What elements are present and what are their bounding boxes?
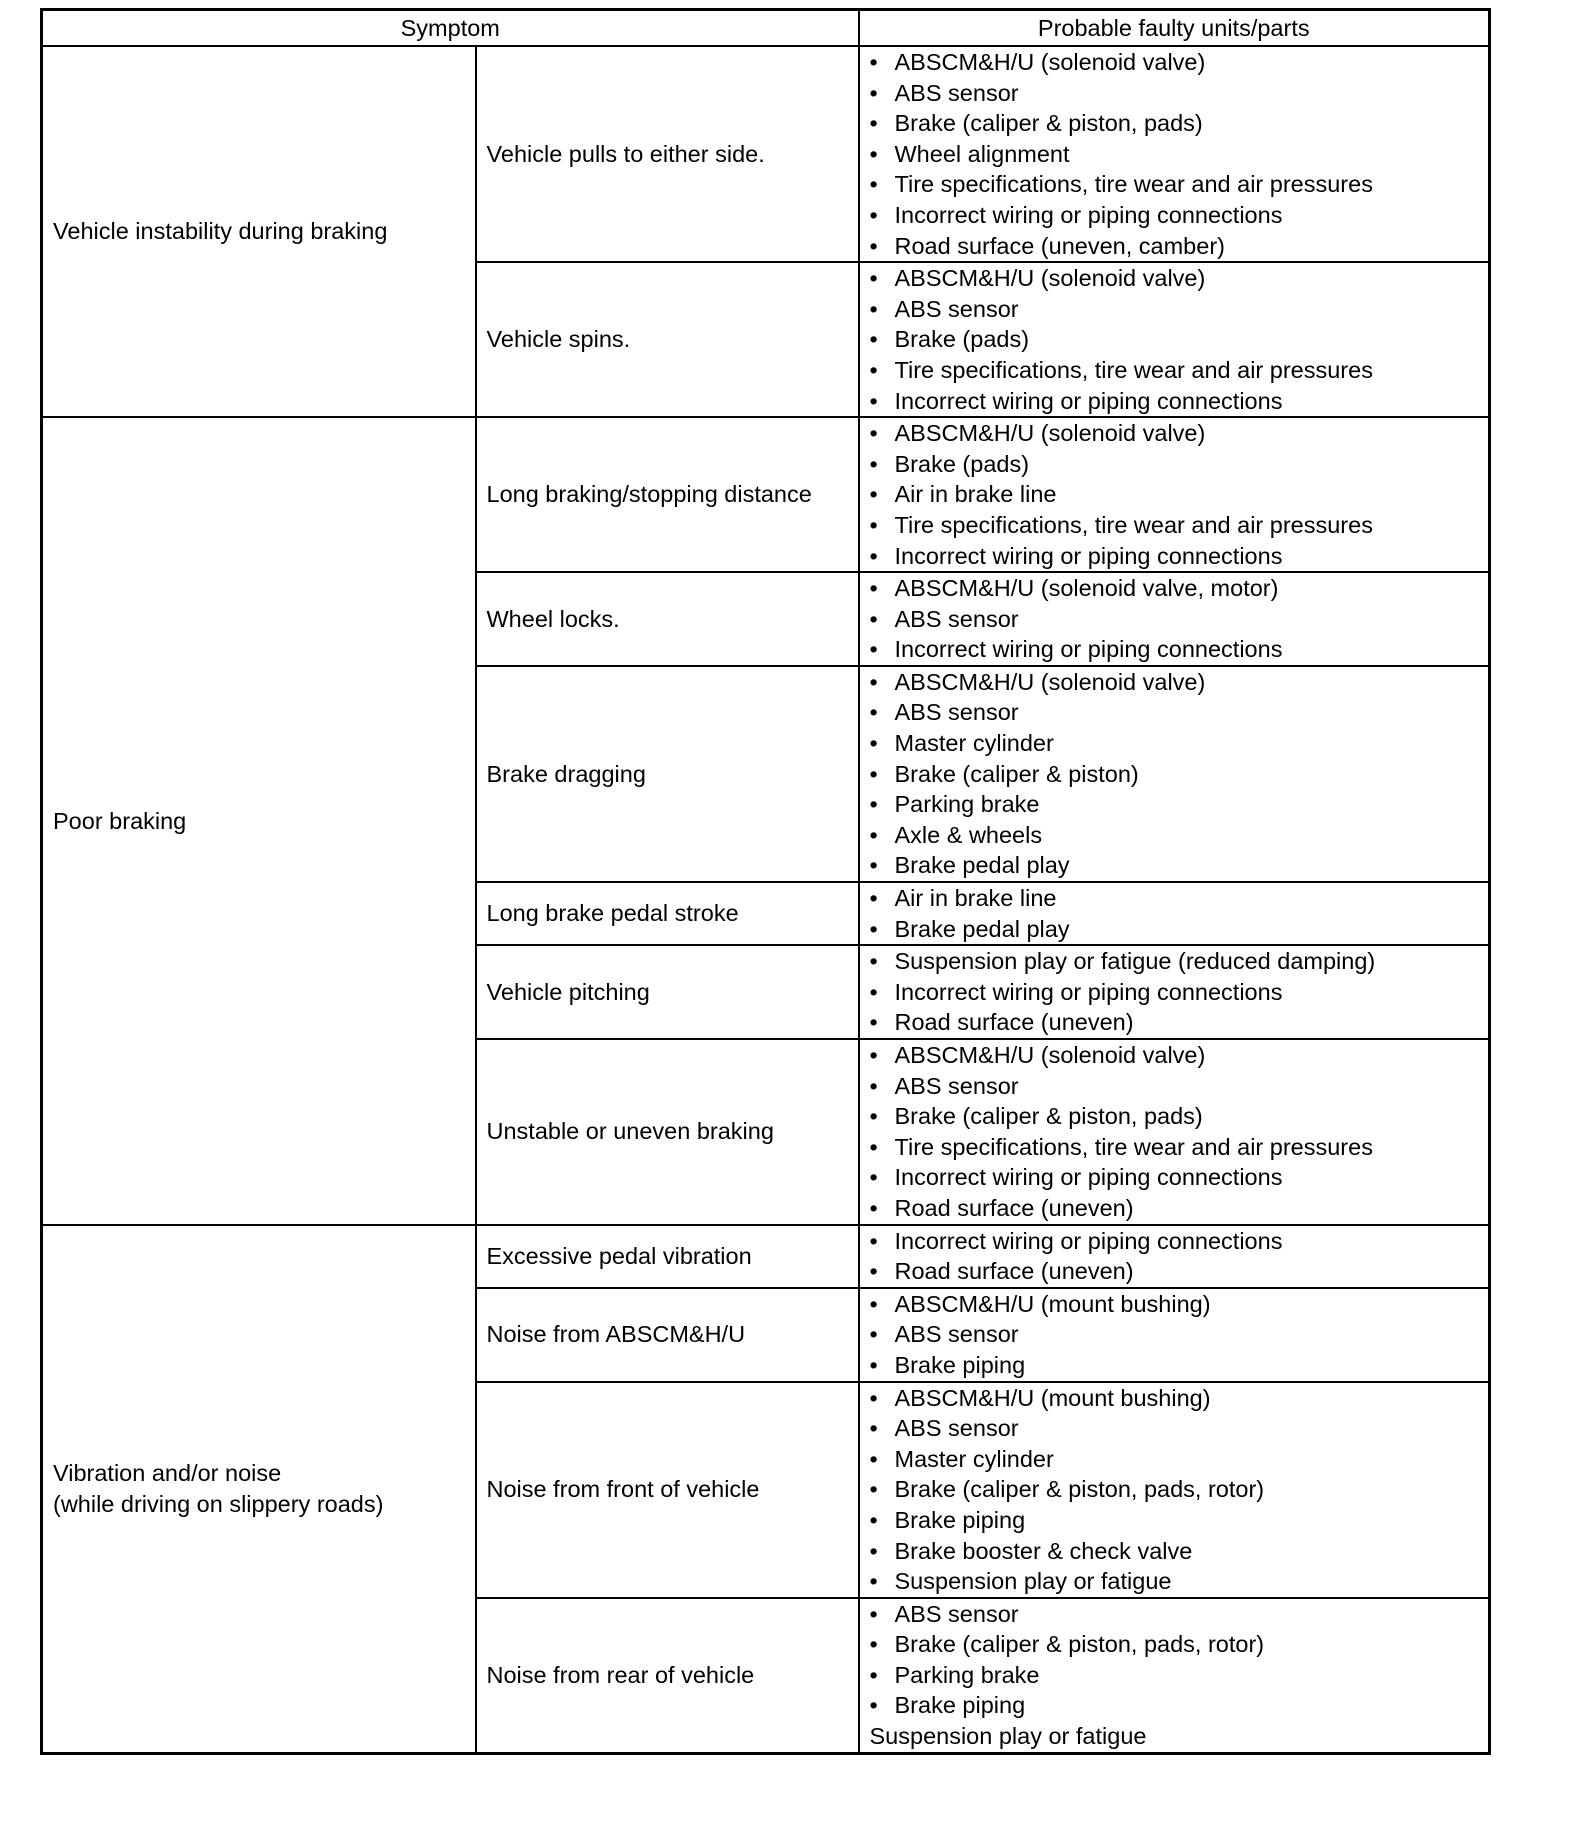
probable-parts-cell: [859, 417, 1490, 572]
parts-list-item: • Tire specifications, tire wear and air pressures: [870, 510, 1489, 541]
symptom-detail-cell: Vehicle pitching: [476, 945, 859, 1039]
parts-list-item: • ABS sensor: [870, 604, 1489, 635]
parts-list-item: • Tire specifications, tire wear and air pressures: [870, 1132, 1489, 1163]
symptom-category-label: Vehicle instability during braking: [53, 218, 388, 245]
parts-list-item: • ABS sensor: [870, 697, 1489, 728]
parts-header: Probable faulty units/parts: [859, 10, 1490, 47]
parts-list-item: • ABS sensor: [870, 1319, 1489, 1350]
parts-list-item: • Brake piping: [870, 1350, 1489, 1381]
parts-list-item: • Tire specifications, tire wear and air pressures: [870, 169, 1489, 200]
symptom-detail-cell: Unstable or uneven braking: [476, 1039, 859, 1225]
parts-list-item: • ABS sensor: [870, 294, 1489, 325]
probable-parts-cell: [859, 1039, 1490, 1225]
probable-parts-cell: [859, 262, 1490, 417]
parts-list-item: • Brake booster & check valve: [870, 1536, 1489, 1567]
symptom-detail-cell: Brake dragging: [476, 666, 859, 882]
parts-list-item: • Brake (pads): [870, 449, 1489, 480]
parts-list: [870, 47, 1489, 261]
parts-list-item: • ABSCM&H/U (solenoid valve): [870, 263, 1489, 294]
parts-list-item: • Master cylinder: [870, 1444, 1489, 1475]
header-row: [42, 10, 1490, 47]
parts-list-item: • ABSCM&H/U (solenoid valve): [870, 47, 1489, 78]
table-body: [42, 46, 1490, 1753]
parts-list-item: • Road surface (uneven): [870, 1256, 1489, 1287]
parts-list: [870, 883, 1489, 944]
parts-list-item: • Brake (caliper & piston, pads): [870, 108, 1489, 139]
parts-list-item: • Brake piping: [870, 1505, 1489, 1536]
probable-parts-cell: [859, 1225, 1490, 1288]
parts-list: [870, 1599, 1489, 1752]
symptom-category-label: (while driving on slippery roads): [53, 1490, 384, 1517]
parts-list-item: • Brake pedal play: [870, 914, 1489, 945]
parts-list-item: • Parking brake: [870, 1660, 1489, 1691]
parts-list: [870, 1289, 1489, 1381]
parts-list-item: • Incorrect wiring or piping connections: [870, 386, 1489, 417]
parts-list: [870, 946, 1489, 1038]
symptom-detail-cell: Vehicle pulls to either side.: [476, 46, 859, 262]
probable-parts-cell: [859, 882, 1490, 945]
parts-list-item-unbulleted: Suspension play or fatigue: [869, 1723, 1147, 1750]
diagnosis-table: [40, 8, 1491, 1755]
parts-list-item: • ABSCM&H/U (solenoid valve, motor): [870, 573, 1489, 604]
probable-parts-cell: [859, 1598, 1490, 1753]
probable-parts-cell: [859, 666, 1490, 882]
symptom-detail-cell: Wheel locks.: [476, 572, 859, 666]
table-row: [42, 1225, 1490, 1288]
probable-parts-cell: [859, 1288, 1490, 1382]
parts-list-item: • Brake (caliper & piston, pads): [870, 1101, 1489, 1132]
parts-list-item: • Air in brake line: [870, 479, 1489, 510]
symptom-category-cell: [42, 46, 476, 417]
parts-list-item: • Road surface (uneven): [870, 1007, 1489, 1038]
parts-list-item: • ABS sensor: [870, 1413, 1489, 1444]
parts-list-item: • Parking brake: [870, 789, 1489, 820]
parts-list-item: • ABS sensor: [870, 1071, 1489, 1102]
parts-list-item: • ABSCM&H/U (mount bushing): [870, 1289, 1489, 1320]
parts-list-item: • Incorrect wiring or piping connections: [870, 541, 1489, 572]
parts-list-item: • Brake (caliper & piston, pads, rotor): [870, 1629, 1489, 1660]
parts-list-item: • ABS sensor: [870, 1599, 1489, 1630]
parts-list: [870, 1383, 1489, 1597]
table-row: [42, 417, 1490, 572]
parts-list-item: • ABSCM&H/U (solenoid valve): [870, 667, 1489, 698]
parts-list-item: • Brake (pads): [870, 324, 1489, 355]
parts-list: [870, 418, 1489, 571]
parts-list: [870, 263, 1489, 416]
parts-list-item: • Road surface (uneven, camber): [870, 231, 1489, 262]
parts-list-item: • Brake (caliper & piston): [870, 759, 1489, 790]
parts-list-item: • Brake pedal play: [870, 850, 1489, 881]
probable-parts-cell: [859, 1382, 1490, 1598]
table-row: [42, 46, 1490, 262]
parts-list-item: • Brake piping: [870, 1690, 1489, 1721]
symptom-detail-cell: Noise from ABSCM&H/U: [476, 1288, 859, 1382]
symptom-detail-cell: Excessive pedal vibration: [476, 1225, 859, 1288]
parts-list: [870, 573, 1489, 665]
parts-list-item: • ABS sensor: [870, 78, 1489, 109]
parts-list-item: • Incorrect wiring or piping connections: [870, 1162, 1489, 1193]
parts-list: [870, 1226, 1489, 1287]
parts-list-item: • Suspension play or fatigue (reduced damping): [870, 946, 1489, 977]
symptom-detail-cell: Noise from rear of vehicle: [476, 1598, 859, 1753]
probable-parts-cell: [859, 46, 1490, 262]
probable-parts-cell: [859, 572, 1490, 666]
symptom-detail-cell: Long braking/stopping distance: [476, 417, 859, 572]
parts-list-item: • Incorrect wiring or piping connections: [870, 977, 1489, 1008]
parts-list-item: • ABSCM&H/U (solenoid valve): [870, 1040, 1489, 1071]
symptom-header: Symptom: [42, 10, 859, 47]
parts-list-item: • Suspension play or fatigue: [870, 1566, 1489, 1597]
parts-list-item: • Tire specifications, tire wear and air pressures: [870, 355, 1489, 386]
parts-list-item: • Air in brake line: [870, 883, 1489, 914]
parts-list-item: • Wheel alignment: [870, 139, 1489, 170]
parts-list: [870, 667, 1489, 881]
symptom-detail-cell: Vehicle spins.: [476, 262, 859, 417]
parts-list-item: • Brake (caliper & piston, pads, rotor): [870, 1474, 1489, 1505]
symptom-category-label: Vibration and/or noise: [53, 1460, 282, 1487]
symptom-category-label: Poor braking: [53, 807, 187, 834]
parts-list: [870, 1040, 1489, 1224]
parts-list-item: • ABSCM&H/U (mount bushing): [870, 1383, 1489, 1414]
symptom-detail-cell: Noise from front of vehicle: [476, 1382, 859, 1598]
symptom-category-cell: [42, 1225, 476, 1754]
parts-list-item: • Axle & wheels: [870, 820, 1489, 851]
parts-list-item: • Master cylinder: [870, 728, 1489, 759]
symptom-detail-cell: Long brake pedal stroke: [476, 882, 859, 945]
probable-parts-cell: [859, 945, 1490, 1039]
parts-list-item: • ABSCM&H/U (solenoid valve): [870, 418, 1489, 449]
symptom-category-cell: [42, 417, 476, 1224]
parts-list-item: • Incorrect wiring or piping connections: [870, 634, 1489, 665]
parts-list-item: • Road surface (uneven): [870, 1193, 1489, 1224]
parts-list-item: • Incorrect wiring or piping connections: [870, 200, 1489, 231]
parts-list-item: • Incorrect wiring or piping connections: [870, 1226, 1489, 1257]
